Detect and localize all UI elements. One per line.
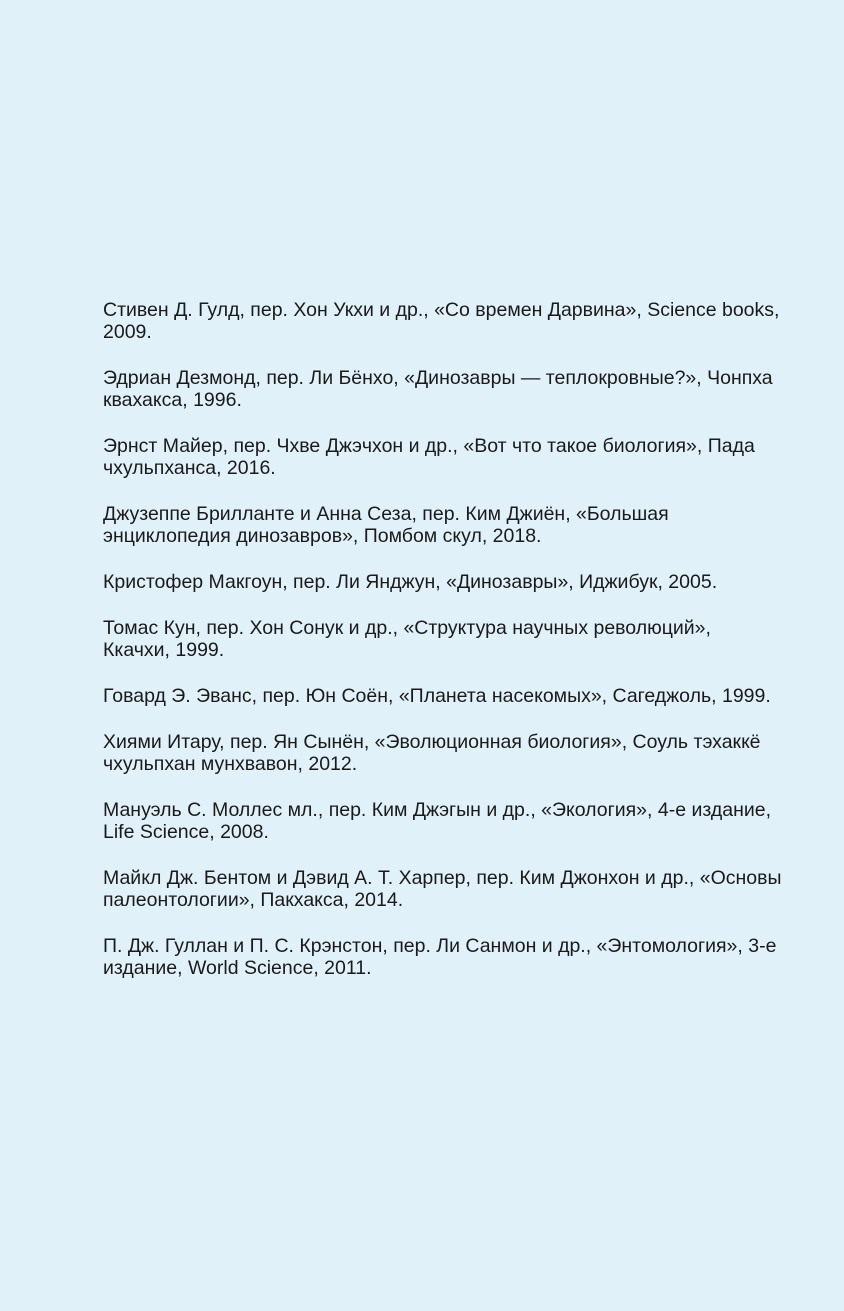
reference-item: Стивен Д. Гулд, пер. Хон Укхи и др., «Со времен Дарвина», Science books, 2009.: [103, 299, 780, 343]
reference-item: Мануэль С. Моллес мл., пер. Ким Джэгын и др., «Экология», 4-е издание, Life Science, 2008.: [103, 799, 772, 843]
reference-item: Эрнст Майер, пер. Чхве Джэчхон и др., «Вот что такое биология», Пада чхульпханса, 2016.: [103, 435, 755, 479]
reference-item: Кристофер Макгоун, пер. Ли Янджун, «Динозавры», Иджибук, 2005.: [103, 571, 718, 593]
reference-item: Майкл Дж. Бентом и Дэвид А. Т. Харпер, пер. Ким Джонхон и др., «Основы палеонтологии», Пакхакса, 2014.: [103, 867, 782, 911]
reference-item: Говард Э. Эванс, пер. Юн Соён, «Планета насекомых», Сагеджоль, 1999.: [103, 685, 771, 707]
reference-item: П. Дж. Гуллан и П. С. Крэнстон, пер. Ли Санмон и др., «Энтомология», 3-е издание, World Science, 2011.: [103, 935, 777, 979]
reference-item: Эдриан Дезмонд, пер. Ли Бёнхо, «Динозавры — теплокровные?», Чонпха квахакса, 1996.: [103, 367, 773, 411]
reference-list: [103, 299, 783, 1003]
reference-item: Томас Кун, пер. Хон Сонук и др., «Структура научных революций», Ккачхи, 1999.: [103, 617, 711, 661]
reference-item: Джузеппе Брилланте и Анна Сеза, пер. Ким Джиён, «Большая энциклопедия динозавров», Помбом скул, 2018.: [103, 503, 669, 547]
reference-item: Хиями Итару, пер. Ян Сынён, «Эволюционная биология», Соуль тэхаккё чхульпхан мунхвавон, 2012.: [103, 731, 761, 775]
